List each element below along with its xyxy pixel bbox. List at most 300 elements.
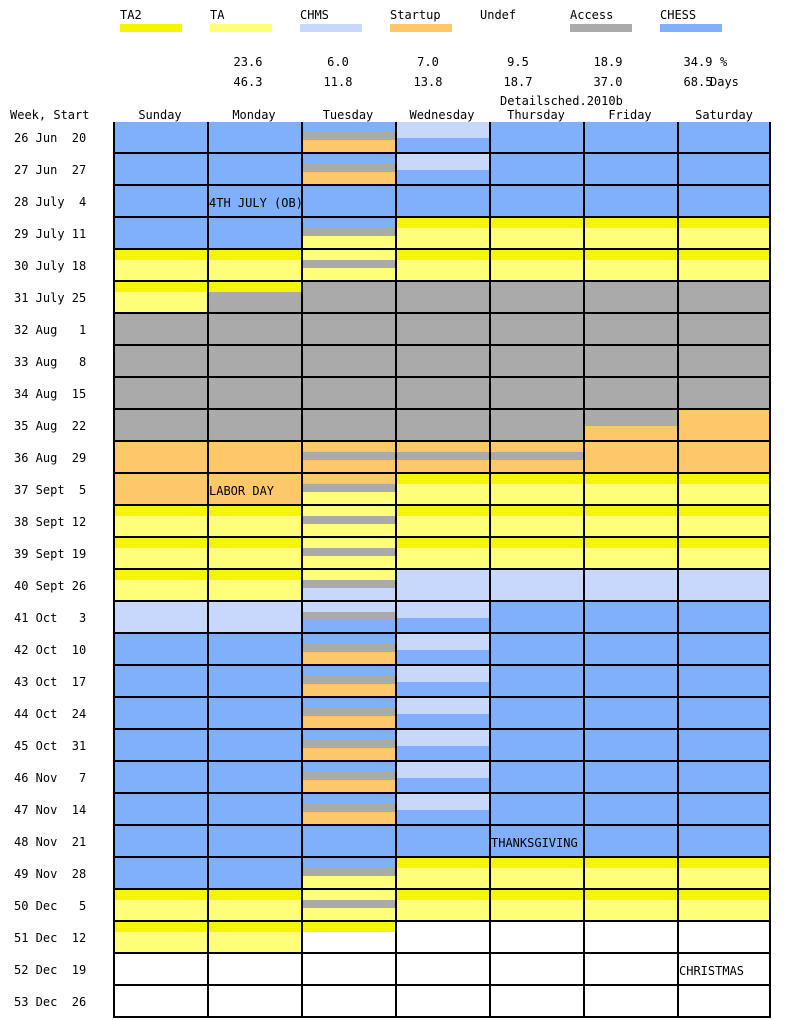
segment-undef	[395, 922, 489, 954]
segment-undef	[489, 954, 583, 986]
segment-ta	[395, 484, 489, 506]
grid-hline	[113, 184, 771, 186]
segment-chms	[395, 634, 489, 650]
segment-ta2	[583, 538, 677, 548]
segment-undef	[677, 986, 771, 1018]
schedule-cell	[395, 314, 489, 346]
segment-chess	[489, 666, 583, 698]
legend-swatch	[210, 24, 272, 32]
schedule-cell	[207, 698, 301, 730]
segment-chess	[301, 762, 395, 772]
segment-ta	[489, 900, 583, 922]
segment-ta	[395, 900, 489, 922]
grid-hline	[113, 824, 771, 826]
schedule-cell	[489, 858, 583, 890]
segment-ta	[301, 250, 395, 260]
schedule-cell	[301, 346, 395, 378]
stat-pct-startup: 7.0	[417, 55, 439, 69]
segment-access	[301, 580, 395, 588]
segment-ta	[207, 580, 301, 602]
schedule-cell	[677, 474, 771, 506]
schedule-cell	[301, 186, 395, 218]
schedule-cell	[301, 794, 395, 826]
segment-ta2	[395, 218, 489, 228]
grid-hline	[113, 888, 771, 890]
grid-hline	[113, 984, 771, 986]
segment-ta	[677, 228, 771, 250]
segment-ta	[113, 516, 207, 538]
segment-access	[113, 346, 207, 378]
segment-undef	[677, 922, 771, 954]
segment-chess	[583, 698, 677, 730]
grid-vline	[583, 122, 585, 1018]
segment-access	[395, 410, 489, 442]
segment-chms	[395, 698, 489, 714]
segment-access	[301, 378, 395, 410]
segment-ta	[395, 228, 489, 250]
schedule-cell	[207, 314, 301, 346]
schedule-cell	[583, 730, 677, 762]
segment-ta2	[207, 570, 301, 580]
day-header-monday: Monday	[232, 108, 276, 122]
schedule-cell	[677, 602, 771, 634]
schedule-cell	[207, 730, 301, 762]
schedule-cell	[301, 858, 395, 890]
segment-access	[207, 346, 301, 378]
grid-hline	[113, 600, 771, 602]
schedule-cell	[395, 762, 489, 794]
segment-ta2	[583, 858, 677, 868]
segment-ta	[489, 484, 583, 506]
segment-chess	[489, 698, 583, 730]
week-label: 48 Nov 21	[14, 835, 87, 849]
segment-access	[583, 282, 677, 314]
segment-ta	[301, 538, 395, 548]
schedule-cell	[395, 282, 489, 314]
schedule-cell	[301, 634, 395, 666]
unit-days: Days	[710, 75, 739, 89]
segment-ta2	[583, 506, 677, 516]
segment-chess	[583, 186, 677, 218]
unit-pct: %	[720, 55, 728, 69]
week-label: 29 July 11	[14, 227, 87, 241]
schedule-cell	[583, 634, 677, 666]
segment-ta	[583, 484, 677, 506]
schedule-cell	[677, 858, 771, 890]
schedule-cell	[489, 250, 583, 282]
grid-hline	[113, 568, 771, 570]
schedule-cell	[207, 218, 301, 250]
grid-hline	[113, 408, 771, 410]
schedule-cell	[489, 602, 583, 634]
segment-access	[301, 314, 395, 346]
legend-label: Access	[570, 8, 614, 22]
schedule-cell	[583, 122, 677, 154]
schedule-cell	[583, 378, 677, 410]
schedule-cell	[583, 890, 677, 922]
schedule-cell	[207, 794, 301, 826]
schedule-cell	[113, 186, 207, 218]
segment-ta2	[207, 282, 301, 292]
stat-pct-chms: 6.0	[327, 55, 349, 69]
segment-chess	[583, 826, 677, 858]
stat-pct-access: 18.9	[593, 55, 623, 69]
segment-chess	[677, 794, 771, 826]
schedule-cell	[583, 922, 677, 954]
segment-chess	[207, 794, 301, 826]
segment-ta2	[113, 922, 207, 932]
segment-chess	[301, 794, 395, 804]
segment-chess	[113, 794, 207, 826]
schedule-cell	[395, 634, 489, 666]
schedule-cell	[207, 250, 301, 282]
segment-chess	[301, 186, 395, 218]
grid-hline	[113, 280, 771, 282]
segment-ta	[113, 548, 207, 570]
schedule-grid	[113, 122, 771, 1018]
schedule-cell	[489, 762, 583, 794]
segment-ta2	[395, 890, 489, 900]
schedule-cell	[583, 218, 677, 250]
schedule-cell	[113, 698, 207, 730]
segment-chms	[395, 602, 489, 618]
segment-chess	[583, 762, 677, 794]
segment-ta	[395, 516, 489, 538]
day-header-friday: Friday	[608, 108, 652, 122]
segment-ta	[677, 260, 771, 282]
segment-ta2	[677, 890, 771, 900]
legend-label: CHMS	[300, 8, 329, 22]
segment-access	[207, 378, 301, 410]
schedule-cell	[301, 122, 395, 154]
segment-access	[677, 282, 771, 314]
schedule-cell	[583, 602, 677, 634]
segment-ta2	[207, 890, 301, 900]
segment-chess	[489, 602, 583, 634]
schedule-cell	[583, 346, 677, 378]
segment-undef	[207, 954, 301, 986]
schedule-cell	[395, 666, 489, 698]
week-label: 27 Jun 27	[14, 163, 87, 177]
segment-chess	[113, 634, 207, 666]
schedule-cell	[113, 538, 207, 570]
schedule-cell	[113, 346, 207, 378]
week-label: 38 Sept 12	[14, 515, 87, 529]
schedule-cell	[301, 282, 395, 314]
schedule-cell	[395, 922, 489, 954]
segment-ta2	[583, 890, 677, 900]
segment-ta2	[113, 538, 207, 548]
schedule-cell	[489, 378, 583, 410]
segment-chms	[301, 602, 395, 612]
week-label: 26 Jun 20	[14, 131, 87, 145]
week-label: 41 Oct 3	[14, 611, 87, 625]
schedule-cell	[489, 282, 583, 314]
schedule-cell	[489, 346, 583, 378]
segment-ta2	[207, 506, 301, 516]
schedule-cell	[301, 826, 395, 858]
schedule-cell	[583, 282, 677, 314]
schedule-cell	[207, 442, 301, 474]
segment-chess	[207, 218, 301, 250]
segment-chess	[301, 666, 395, 676]
schedule-cell	[301, 762, 395, 794]
segment-access	[583, 378, 677, 410]
segment-chess	[583, 602, 677, 634]
segment-ta2	[395, 858, 489, 868]
schedule-cell	[677, 666, 771, 698]
schedule-cell	[301, 922, 395, 954]
segment-ta	[489, 260, 583, 282]
stat-days-undef: 18.7	[503, 75, 533, 89]
week-label: 32 Aug 1	[14, 323, 87, 337]
grid-hline	[113, 504, 771, 506]
segment-access	[583, 410, 677, 426]
schedule-cell	[301, 218, 395, 250]
segment-chess	[677, 730, 771, 762]
grid-vline	[207, 122, 209, 1018]
segment-ta	[677, 516, 771, 538]
grid-hline	[113, 696, 771, 698]
segment-access	[677, 378, 771, 410]
segment-chess	[113, 858, 207, 890]
segment-startup	[489, 442, 583, 452]
segment-chess	[583, 794, 677, 826]
segment-access	[301, 516, 395, 524]
schedule-cell	[489, 666, 583, 698]
segment-chms	[395, 794, 489, 810]
segment-access	[301, 868, 395, 876]
schedule-cell	[395, 122, 489, 154]
schedule-cell	[113, 314, 207, 346]
segment-chess	[113, 826, 207, 858]
grid-hline	[113, 1016, 771, 1018]
schedule-cell	[489, 986, 583, 1018]
segment-ta	[677, 868, 771, 890]
schedule-cell	[207, 858, 301, 890]
segment-chms	[395, 666, 489, 682]
segment-access	[301, 282, 395, 314]
segment-ta2	[677, 474, 771, 484]
segment-ta	[583, 548, 677, 570]
schedule-cell	[301, 442, 395, 474]
segment-access	[207, 410, 301, 442]
segment-chess	[489, 730, 583, 762]
schedule-cell	[677, 634, 771, 666]
segment-access	[301, 452, 395, 460]
grid-hline	[113, 728, 771, 730]
week-label: 44 Oct 24	[14, 707, 87, 721]
segment-chess	[677, 602, 771, 634]
segment-chms	[395, 154, 489, 170]
segment-ta	[301, 890, 395, 900]
segment-access	[489, 314, 583, 346]
schedule-cell	[583, 186, 677, 218]
schedule-cell	[395, 570, 489, 602]
segment-access	[207, 292, 301, 314]
schedule-cell	[489, 410, 583, 442]
schedule-cell	[395, 794, 489, 826]
holiday-note: 4TH JULY (OB)	[209, 196, 303, 210]
schedule-cell	[301, 890, 395, 922]
schedule-cell	[395, 954, 489, 986]
schedule-cell	[583, 858, 677, 890]
segment-ta2	[395, 474, 489, 484]
segment-ta2	[395, 250, 489, 260]
schedule-cell	[301, 698, 395, 730]
schedule-cell	[489, 922, 583, 954]
schedule-cell	[489, 698, 583, 730]
grid-hline	[113, 664, 771, 666]
grid-hline	[113, 440, 771, 442]
schedule-cell	[207, 410, 301, 442]
holiday-note: THANKSGIVING	[491, 836, 578, 850]
schedule-cell	[395, 986, 489, 1018]
schedule-cell	[113, 282, 207, 314]
segment-chess	[207, 762, 301, 794]
segment-startup	[583, 442, 677, 474]
segment-access	[489, 410, 583, 442]
stat-days-startup: 13.8	[413, 75, 443, 89]
week-label: 50 Dec 5	[14, 899, 87, 913]
segment-access	[301, 410, 395, 442]
segment-ta	[207, 516, 301, 538]
stat-days-chms: 11.8	[323, 75, 353, 89]
schedule-cell	[113, 762, 207, 794]
segment-chms	[489, 570, 583, 602]
day-header-saturday: Saturday	[695, 108, 753, 122]
schedule-cell	[677, 410, 771, 442]
schedule-cell	[583, 698, 677, 730]
segment-ta	[489, 228, 583, 250]
schedule-cell	[207, 282, 301, 314]
segment-ta	[489, 516, 583, 538]
segment-access	[301, 548, 395, 556]
segment-undef	[301, 986, 395, 1018]
schedule-cell	[489, 954, 583, 986]
segment-chess	[207, 698, 301, 730]
schedule-cell	[207, 122, 301, 154]
segment-access	[301, 740, 395, 748]
segment-chess	[677, 666, 771, 698]
schedule-cell	[207, 506, 301, 538]
segment-access	[301, 804, 395, 812]
week-label: 36 Aug 29	[14, 451, 87, 465]
segment-access	[301, 708, 395, 716]
segment-chess	[677, 186, 771, 218]
segment-ta2	[677, 506, 771, 516]
grid-hline	[113, 216, 771, 218]
segment-ta2	[395, 506, 489, 516]
day-header-sunday: Sunday	[138, 108, 182, 122]
schedule-cell	[395, 154, 489, 186]
segment-chess	[395, 826, 489, 858]
schedule-cell	[113, 410, 207, 442]
segment-chess	[677, 634, 771, 666]
segment-ta	[395, 548, 489, 570]
segment-access	[301, 346, 395, 378]
segment-access	[677, 314, 771, 346]
schedule-cell	[395, 474, 489, 506]
schedule-cell	[301, 410, 395, 442]
segment-chess	[113, 218, 207, 250]
segment-access	[301, 612, 395, 620]
day-header-tuesday: Tuesday	[322, 108, 374, 122]
segment-access	[395, 452, 489, 460]
segment-access	[395, 378, 489, 410]
segment-ta2	[677, 858, 771, 868]
week-label: 42 Oct 10	[14, 643, 87, 657]
legend-label: CHESS	[660, 8, 697, 22]
segment-ta	[113, 580, 207, 602]
schedule-cell	[583, 410, 677, 442]
segment-undef	[583, 986, 677, 1018]
schedule-cell	[301, 730, 395, 762]
segment-access	[301, 484, 395, 492]
legend-swatch	[660, 24, 722, 32]
schedule-cell	[677, 730, 771, 762]
schedule-cell	[677, 122, 771, 154]
segment-ta	[301, 506, 395, 516]
schedule-cell	[301, 154, 395, 186]
segment-ta2	[677, 538, 771, 548]
segment-ta	[489, 868, 583, 890]
segment-access	[489, 282, 583, 314]
legend-label: TA2	[120, 8, 142, 22]
schedule-cell	[489, 570, 583, 602]
holiday-note: CHRISTMAS	[679, 964, 745, 978]
segment-chms	[583, 570, 677, 602]
segment-chess	[207, 858, 301, 890]
grid-hline	[113, 248, 771, 250]
schedule-cell	[677, 378, 771, 410]
schedule-cell	[301, 570, 395, 602]
schedule-cell	[395, 442, 489, 474]
segment-access	[583, 346, 677, 378]
segment-ta	[207, 900, 301, 922]
schedule-cell	[677, 762, 771, 794]
segment-ta2	[489, 858, 583, 868]
segment-chms	[395, 762, 489, 778]
segment-undef	[489, 922, 583, 954]
segment-ta2	[113, 250, 207, 260]
segment-chess	[489, 122, 583, 154]
schedule-cell	[113, 666, 207, 698]
segment-access	[301, 228, 395, 236]
grid-hline	[113, 952, 771, 954]
segment-chms	[113, 602, 207, 634]
segment-chess	[113, 730, 207, 762]
schedule-cell	[207, 762, 301, 794]
segment-undef	[583, 954, 677, 986]
schedule-cell	[113, 730, 207, 762]
week-label: 33 Aug 8	[14, 355, 87, 369]
schedule-cell	[489, 186, 583, 218]
grid-hline	[113, 152, 771, 154]
schedule-cell	[113, 506, 207, 538]
week-label: 40 Sept 26	[14, 579, 87, 593]
schedule-cell	[113, 986, 207, 1018]
schedule-cell	[207, 602, 301, 634]
schedule-cell	[583, 154, 677, 186]
schedule-cell	[395, 730, 489, 762]
segment-chess	[301, 730, 395, 740]
schedule-cell	[489, 474, 583, 506]
segment-ta	[583, 260, 677, 282]
segment-ta	[583, 228, 677, 250]
segment-access	[301, 132, 395, 140]
segment-undef	[301, 932, 395, 954]
